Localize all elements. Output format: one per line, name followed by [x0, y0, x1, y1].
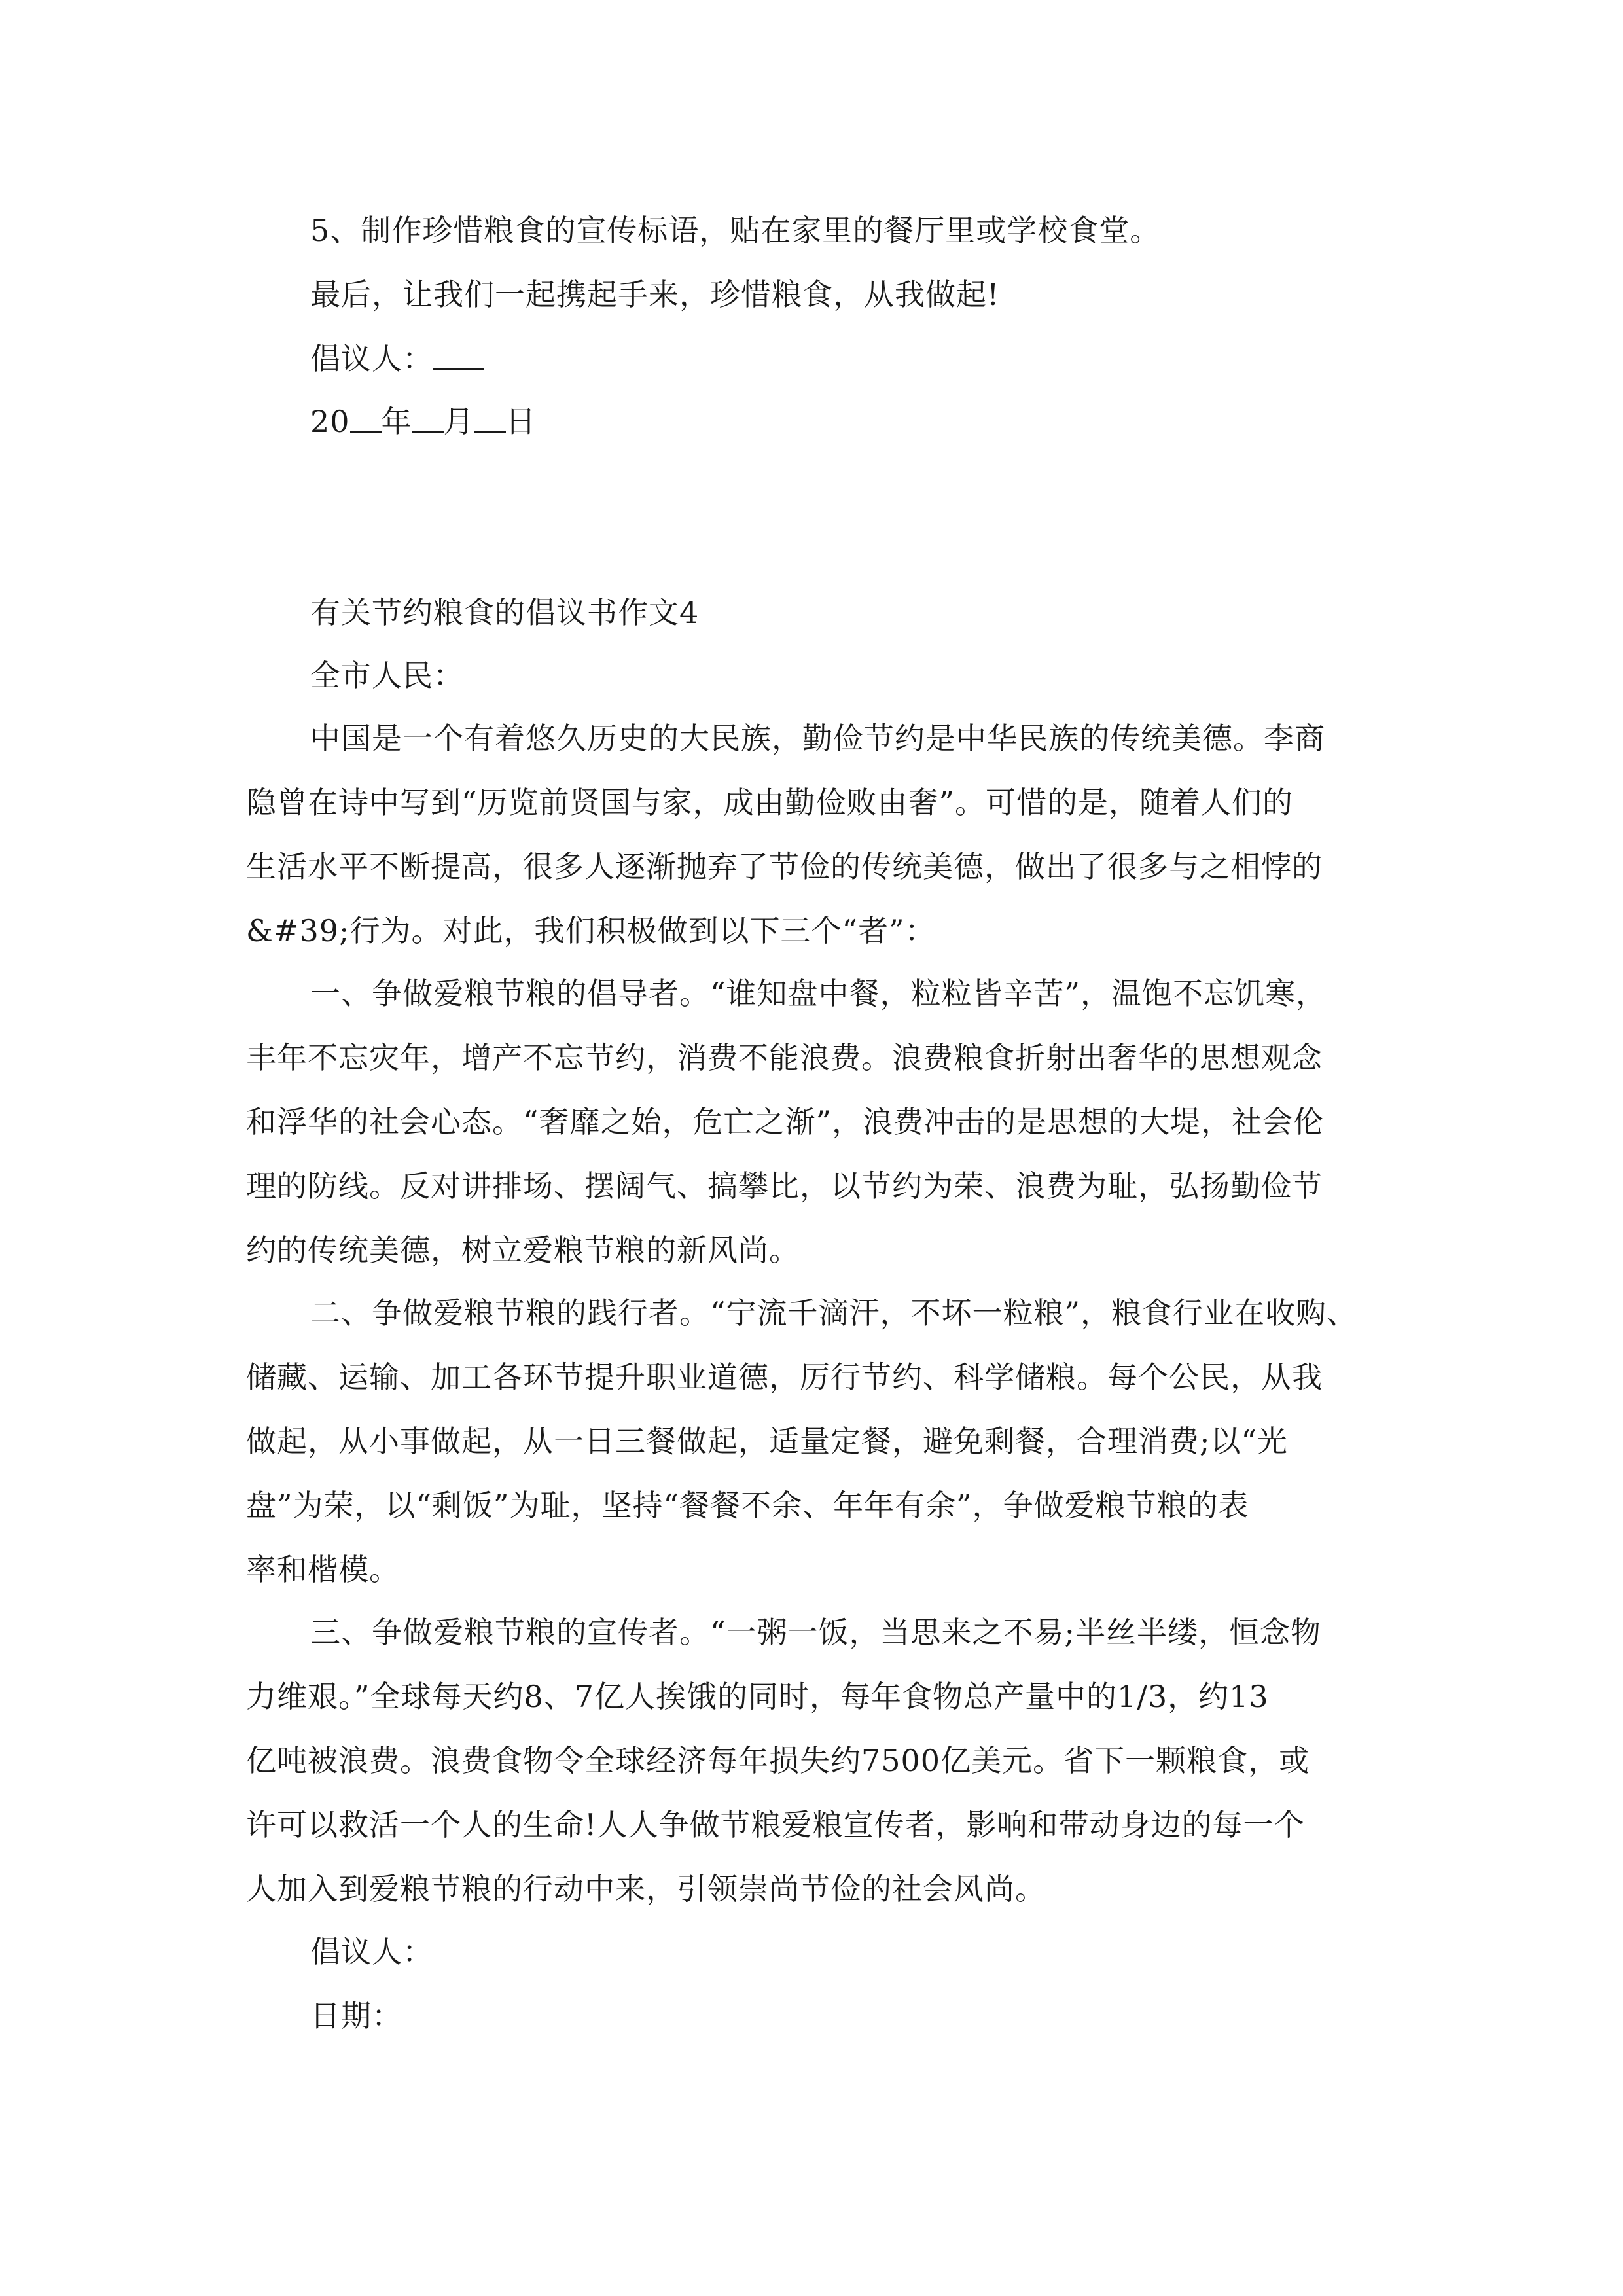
paragraph-2-line: 约的传统美德，树立爱粮节粮的新风尚。: [246, 1232, 800, 1268]
paragraph-3-line: 二、争做爱粮节粮的践行者。“宁流千滴汗，不坏一粒粮”，粮食行业在收购、: [310, 1295, 1358, 1331]
paragraph-1-line: &#39;行为。对此，我们积极做到以下三个“者”：: [246, 913, 936, 948]
list-item-5: 5、制作珍惜粮食的宣传标语，贴在家里的餐厅里或学校食堂。: [310, 213, 1161, 248]
paragraph-4-line: 三、争做爱粮节粮的宣传者。“一粥一饭，当思来之不易;半丝半缕，恒念物: [310, 1615, 1322, 1650]
paragraph-3-line: 做起，从小事做起，从一日三餐做起，适量定餐，避免剩餐，合理消费;以“光: [246, 1424, 1289, 1459]
date-year-label: 年: [381, 404, 412, 439]
day-blank: [474, 405, 506, 433]
paragraph-2-line: 理的防线。反对讲排场、摆阔气、搞攀比，以节约为荣、浪费为耻，弘扬勤俭节: [246, 1168, 1323, 1204]
paragraph-4-line: 人加入到爱粮节粮的行动中来，引领崇尚节俭的社会风尚。: [246, 1871, 1046, 1907]
paragraph-4-line: 亿吨被浪费。浪费食物令全球经济每年损失约7500亿美元。省下一颗粮食，或: [246, 1743, 1310, 1778]
paragraph-4-line: 许可以救活一个人的生命!人人争做节粮爱粮宣传者，影响和带动身边的每一个: [246, 1807, 1305, 1842]
essay-title: 有关节约粮食的倡议书作文4: [310, 595, 700, 630]
proposer-label: 倡议人：: [310, 341, 433, 376]
paragraph-4-line: 力维艰。”全球每天约8、7亿人挨饿的同时，每年食物总产量中的1/3，约13: [246, 1679, 1269, 1714]
essay-date-label: 日期：: [310, 1998, 402, 2034]
proposer-blank: [433, 342, 484, 370]
date-day-label: 日: [505, 404, 537, 439]
paragraph-1-line: 隐曾在诗中写到“历览前贤国与家，成由勤俭败由奢”。可惜的是，随着人们的: [246, 785, 1294, 820]
salutation: 全市人民：: [310, 658, 464, 693]
date-month-label: 月: [443, 404, 474, 439]
proposer-line: [310, 339, 484, 378]
date-prefix: 20: [310, 404, 350, 439]
date-line: [310, 402, 537, 441]
paragraph-3-line: 储藏、运输、加工各环节提升职业道德，厉行节约、科学储粮。每个公民，从我: [246, 1359, 1323, 1395]
paragraph-2-line: 一、争做爱粮节粮的倡导者。“谁知盘中餐，粒粒皆辛苦”，温饱不忘饥寒，: [310, 976, 1327, 1011]
paragraph-2-line: 和浮华的社会心态。“奢靡之始，危亡之渐”，浪费冲击的是思想的大堤，社会伦: [246, 1104, 1325, 1139]
paragraph-1-line: 生活水平不断提高，很多人逐渐抛弃了节俭的传统美德，做出了很多与之相悖的: [246, 849, 1323, 884]
paragraph-1-line: 中国是一个有着悠久历史的大民族，勤俭节约是中华民族的传统美德。李商: [310, 721, 1325, 756]
paragraph-3-line: 盘”为荣，以“剩饭”为耻，坚持“餐餐不余、年年有余”，争做爱粮节粮的表: [246, 1488, 1249, 1523]
month-blank: [412, 405, 444, 433]
paragraph-2-line: 丰年不忘灾年，增产不忘节约，消费不能浪费。浪费粮食折射出奢华的思想观念: [246, 1040, 1323, 1075]
year-blank: [350, 405, 382, 433]
paragraph-3-line: 率和楷模。: [246, 1552, 400, 1587]
closing-sentence: 最后，让我们一起携起手来，珍惜粮食，从我做起!: [310, 277, 1000, 312]
essay-proposer-label: 倡议人：: [310, 1934, 433, 1969]
